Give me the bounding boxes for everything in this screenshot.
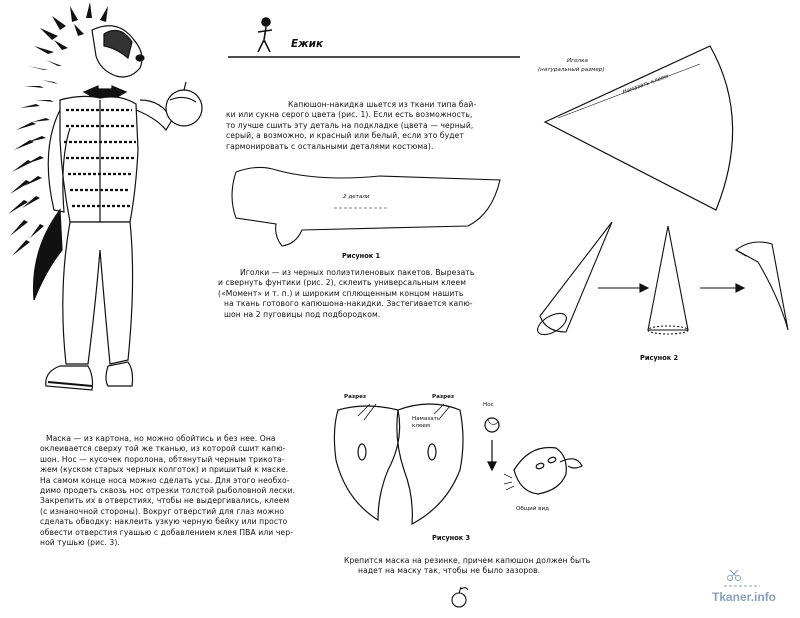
mask-line: (с изнаночной стороны). Вокруг отверстий для глаз можно bbox=[40, 506, 285, 516]
figure3-caption: Рисунок 3 bbox=[432, 534, 471, 542]
figure1-inner-label: 2 детали bbox=[343, 194, 370, 200]
mask-line: жем (куском старых черных колготок) и пришитый к маске. bbox=[40, 465, 289, 475]
figure3-nose: Нос bbox=[483, 402, 494, 408]
figure3-glue: Намазать клеем bbox=[412, 416, 441, 429]
needles-line: шон на 2 пуговицы под подбородком. bbox=[224, 309, 381, 319]
intro-line: то лучше сшить эту деталь на подкладке (цвета — черный, bbox=[226, 120, 474, 130]
mask-line: сделать обводку: наклеить узкую черную бейку или просто bbox=[40, 517, 288, 527]
bottom-line: Крепится маска на резинке, причем капюшон должен быть bbox=[344, 556, 591, 565]
intro-line: серый, а возможно, и красный или белый, если это будет bbox=[226, 131, 464, 141]
mask-line: Закрепить их в отверстиях, чтобы не выдергивались, клеем bbox=[40, 496, 290, 506]
mask-line: ной тушью (рис. 3). bbox=[40, 538, 120, 548]
needles-line: («Момент» и т. п.) и широким сплющенным концом нашить bbox=[218, 288, 464, 298]
figure3-cut-left: Разрез bbox=[344, 394, 367, 400]
bottom-line: надет на маску так, чтобы не было зазоров. bbox=[358, 566, 541, 576]
figure2-caption: Рисунок 2 bbox=[640, 354, 679, 362]
figure1-caption: Рисунок 1 bbox=[342, 252, 381, 260]
figure3-general-view: Общий вид bbox=[516, 506, 549, 512]
intro-line: ки или сукна серого цвета (рис. 1). Если есть возможность, bbox=[226, 110, 473, 120]
mask-line: На самом конце носа можно сделать усы. Для этого необхо- bbox=[40, 475, 290, 485]
mask-line: обвести отверстия гуашью с добавлением клея ПВА или чер- bbox=[40, 527, 293, 537]
mask-line: димо продеть сквозь нос отрезки толстой рыболовной лески. bbox=[40, 486, 296, 496]
mask-line: шон. Нос — кусочек поролона, обтянутый черным трикота- bbox=[40, 454, 285, 464]
needle-pattern-title: Иголка bbox=[567, 58, 588, 64]
mask-line: оклеивается сверху той же тканью, из которой сшит капю- bbox=[40, 444, 286, 454]
needles-line: на ткань готового капюшона-накидки. Застегивается капю- bbox=[224, 299, 473, 309]
needles-line: и свернуть фунтики (рис. 2), склеить универсальным клеем bbox=[218, 278, 467, 288]
needle-pattern-subtitle: (натуральный размер) bbox=[538, 67, 605, 73]
mask-line: Маска — из картона, но можно обойтись и без нее. Она bbox=[46, 434, 276, 443]
intro-line: гармонировать с остальными деталями костюма). bbox=[226, 141, 434, 151]
figure3-cut-right: Разрез bbox=[432, 394, 455, 400]
needles-line: Иголки — из черных полиэтиленовых пакетов. Вырезать bbox=[240, 268, 475, 277]
watermark: Tkaner.info bbox=[712, 590, 777, 604]
page-title: Ежик bbox=[291, 38, 324, 50]
intro-line: Капюшон-накидка шьется из ткани типа бай- bbox=[288, 100, 477, 109]
needle-glue-label: Намазать клеем bbox=[622, 73, 670, 96]
